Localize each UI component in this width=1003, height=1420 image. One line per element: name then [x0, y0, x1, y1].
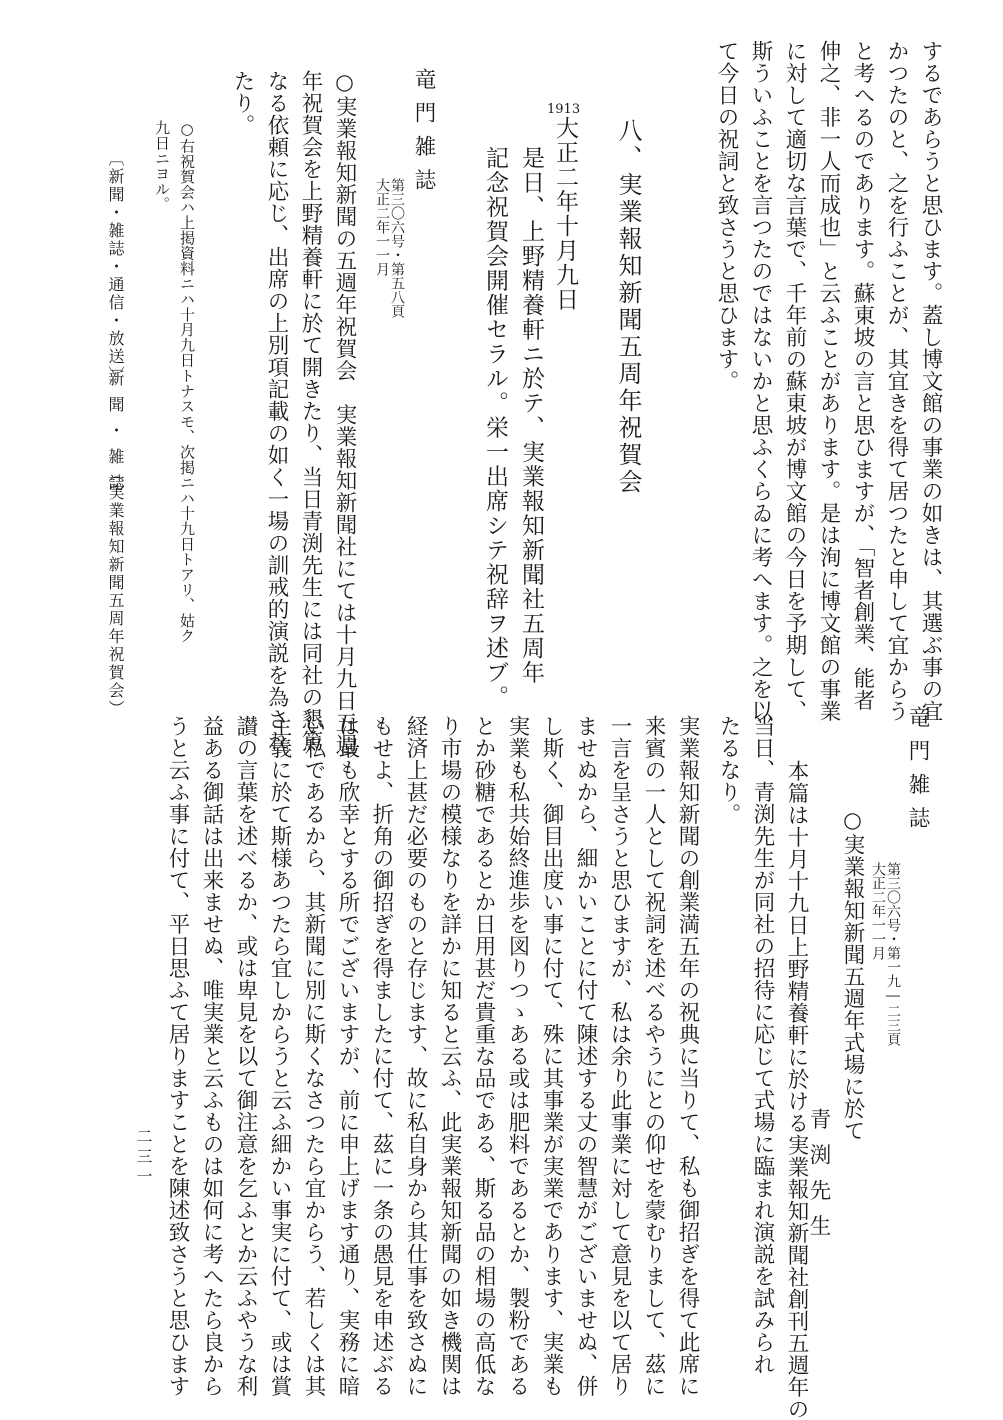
body-line: し斯く、御目出度い事に付て、殊に其事業が実業であります、実業も — [539, 715, 564, 1397]
source-ref: 第三〇六号・第五八頁 — [389, 178, 405, 318]
running-head-category: 〔新聞・雑誌・通信・放送〕 — [106, 150, 125, 384]
source-ref: 第三〇六号・第一九―二三頁 — [885, 862, 901, 1046]
source-ref: 大正二年一一月 — [374, 178, 390, 276]
body-line: 来賓の一人として祝詞を述べるやうにとの仰せを蒙むりまして、茲に — [641, 715, 666, 1397]
body-line: 伸之、非一人而成也」と云ふことがあります。是は洵に博文館の事業 — [816, 40, 841, 722]
source-ref: 大正二年一一月 — [870, 862, 886, 960]
body-line: かつたのと、之を行ふことが、其宜きを得て居つたと申して宜からう — [884, 40, 909, 722]
body-line: 当日、青渕先生が同社の招待に応じて式場に臨まれ演説を試みられ — [750, 715, 775, 1375]
body-line: 斯ういふことを言つたのではないかと思ふくらゐに考へます。之を以 — [748, 40, 773, 722]
year-note: 1913 — [547, 102, 581, 117]
body-line: するであらうと思ひます。蓋し博文館の事業の如きは、其選ぶ事の宜 — [918, 40, 943, 722]
source-title: 竜門雑誌 — [905, 706, 930, 840]
body-line: たるなり。 — [716, 715, 741, 825]
body-line: に対して適切な言葉で、千年前の蘇東坡が博文館の今日を予期して、 — [782, 40, 807, 722]
body-line: とか砂糖であるとか日用甚だ貴重な品である、斯る品の相場の高低な — [471, 715, 496, 1397]
section-heading: 八、実業報知新聞五周年祝賀会 — [614, 118, 642, 496]
body-line: は最も欣幸とする所でございますが、前に申上げます通り、実務に暗 — [335, 715, 360, 1397]
body-line: 実業報知新聞の創業満五年の祝典に当りて、私も御招ぎを得て此席に — [675, 715, 700, 1397]
body-line: もせよ、折角の御招ぎを得ましたに付て、茲に一条の愚見を申述ぶる — [369, 715, 394, 1397]
running-head-title: （実業報知新聞五周年祝賀会） — [106, 466, 125, 718]
article-line: 年祝賀会を上野精養軒に於て開きたり、当日青渕先生には同社の懇篤 — [298, 70, 323, 752]
source-title: 竜門雑誌 — [411, 68, 436, 202]
article-title: ○実業報知新聞五週年式場に於て — [840, 808, 865, 1142]
editorial-note: 九日ニヨル。 — [153, 120, 171, 212]
body-line: 一言を呈さうと思ひますが、私は余り此事業に対して意見を以て居り — [607, 715, 632, 1397]
body-line: 経済上甚だ必要のものと存じます、故に私自身から其仕事を致さぬに — [403, 715, 428, 1397]
body-line: 主義に於て斯様あつたら宜しからうと云ふ細かい事実に付て、或は賞 — [267, 715, 292, 1397]
body-line: 讃の言葉を述べるか、或は卑見を以て御注意を乞ふとか云ふやうな利 — [233, 715, 258, 1397]
event-date: 大正二年十月九日 — [552, 116, 578, 312]
event-line: 記念祝賀会開催セラル。栄一出席シテ祝辞ヲ述ブ。 — [482, 146, 508, 710]
author: 青渕先生 — [806, 1108, 831, 1250]
body-line: うと云ふ事に付て、平日思ふて居りますことを陳述致さうと思ひます — [165, 715, 190, 1397]
body-line: 本篇は十月十九日上野精養軒に於ける実業報知新聞社創刊五週年の — [784, 760, 809, 1420]
page-number: 二三一 — [134, 1128, 153, 1188]
body-line: い私であるから、其新聞に別に斯くなさつたら宜からう、若しくは其 — [301, 715, 326, 1397]
article-line: なる依頼に応じ、出席の上別項記載の如く一場の訓戒的演説を為され — [264, 70, 289, 752]
article-line: ○実業報知新聞の五週年祝賀会 実業報知新聞社にては十月九日五週 — [332, 70, 357, 756]
body-line: 益ある御話は出来ませぬ、唯実業と云ふものは如何に考へたら良から — [199, 715, 224, 1397]
body-line: て今日の祝詞と致さうと思ひます。 — [714, 40, 739, 392]
body-line: り市場の模様なりを詳かに知ると云ふ、此実業報知新聞の如き機関は — [437, 715, 462, 1397]
running-head-section: 新聞・雑誌 — [106, 370, 125, 500]
body-line: ませぬから、細かいことに付て陳述する丈の智慧がございませぬ、併 — [573, 715, 598, 1397]
editorial-note: ○右祝賀会ハ上掲資料ニハ十月九日トナスモ、次掲ニハ十九日トアリ、姑ク — [178, 120, 196, 644]
event-line: 是日、上野精養軒ニ於テ、実業報知新聞社五周年 — [518, 146, 544, 685]
article-line: たり。 — [230, 70, 255, 136]
body-line: 実業も私共始終進歩を図りつゝある或は肥料であるとか、製粉である — [505, 715, 530, 1397]
body-line: と考へるのであります。蘇東坡の言と思ひますが、「智者創業、能者 — [850, 40, 875, 712]
